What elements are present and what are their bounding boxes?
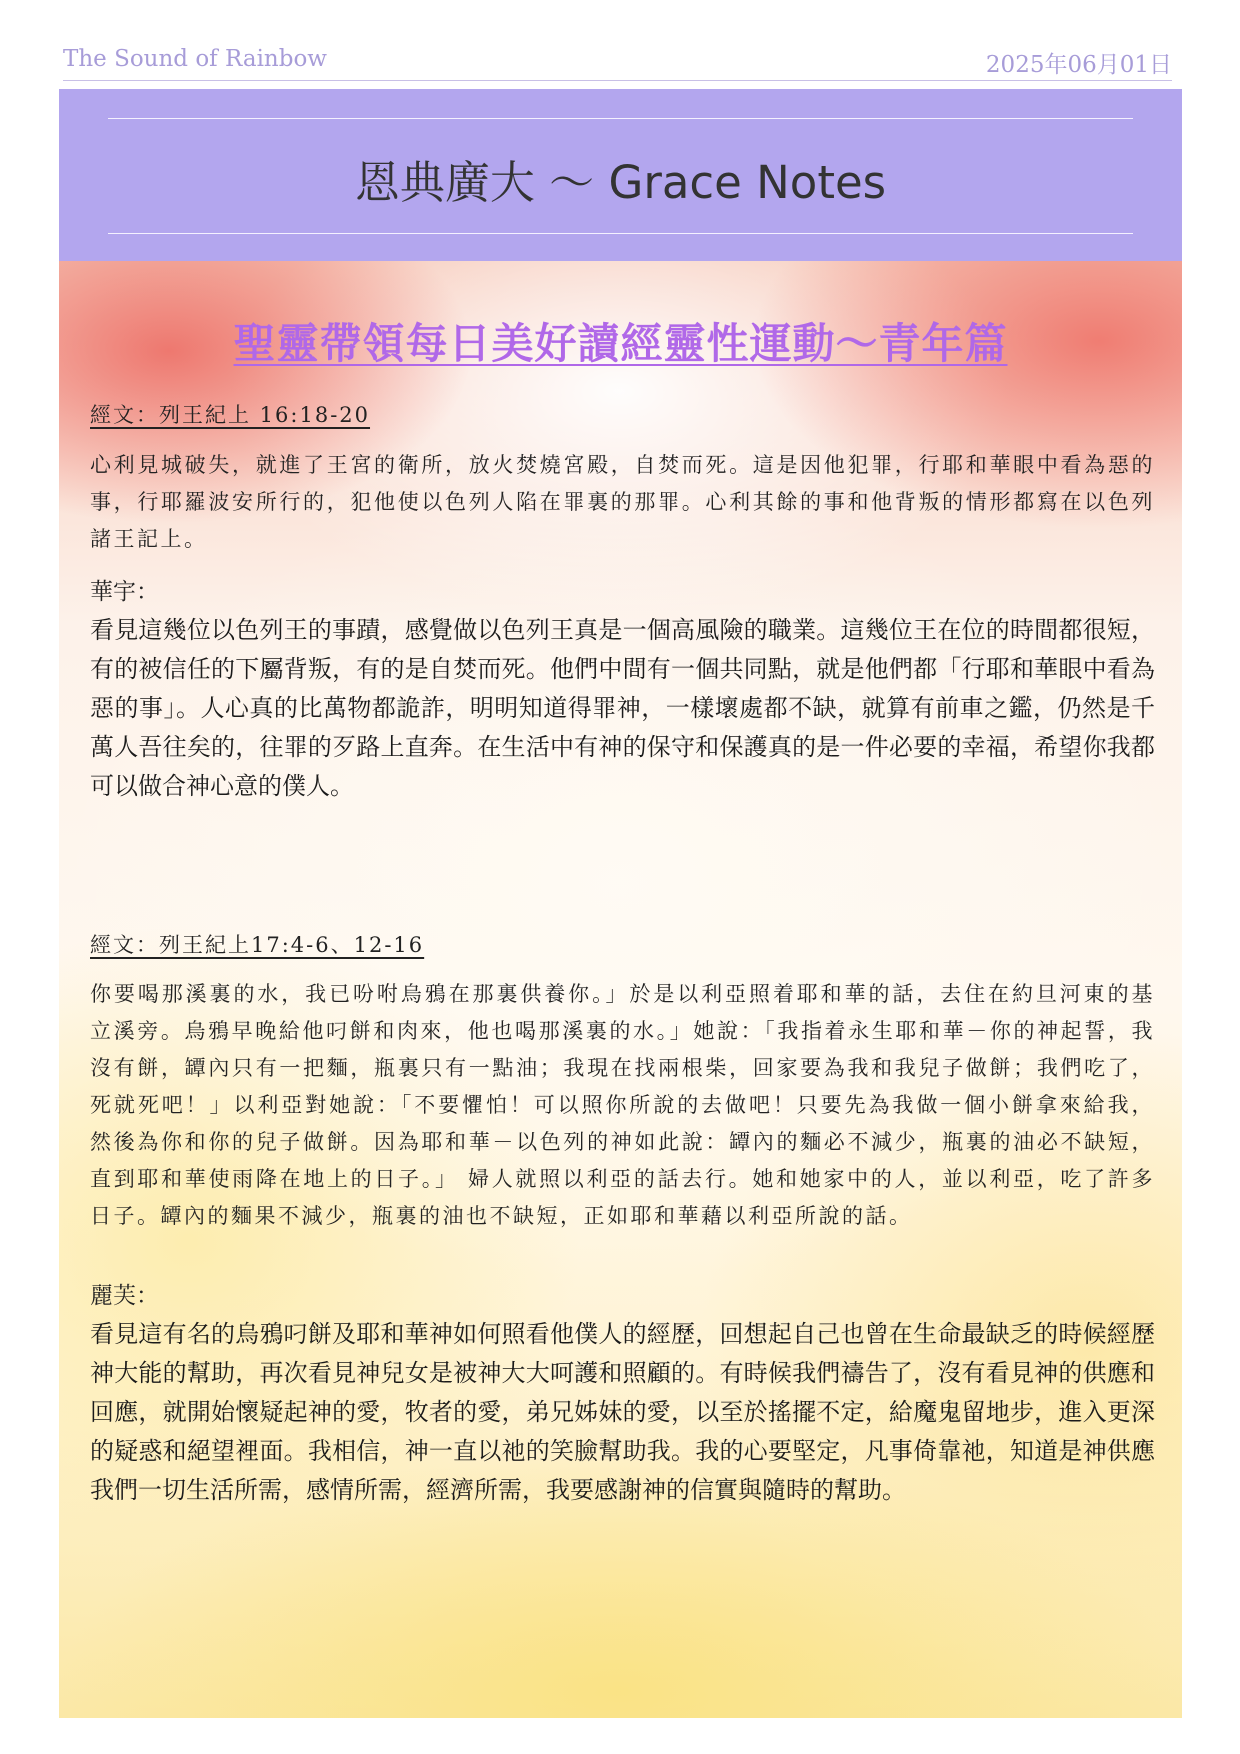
issue-date: 2025年06月01日 (985, 52, 1172, 78)
title-banner (59, 89, 1182, 261)
scripture-reference-1: 經文：列王紀上 16:18-20 (90, 403, 371, 427)
reflection-text-2: 看見這有名的烏鴉叼餅及耶和華神如何照看他僕人的經歷，回想起自己也曾在生命最缺乏的時候經歷神大能的幫助，再次看見神兒女是被神大大呵護和照顧的。有時候我們禱告了，沒有看見神的供應和回應，就開始懷疑起神的愛，牧者的愛，弟兄姊妹的愛，以至於搖擺不定，給魔鬼留地步，進入更深的疑惑和絕望裡面。我相信，神一直以祂的笑臉幫助我。我的心要堅定，凡事倚靠祂，知道是神供應我們一切生活所需，感情所需，經濟所需，我要感謝神的信實與隨時的幫助。 (90, 1320, 1155, 1504)
banner-top-rule (108, 118, 1133, 119)
page-header (63, 40, 1172, 81)
article-body (59, 261, 1182, 1718)
scripture-text-1: 心利見城破失，就進了王宮的衛所，放火焚燒宮殿，自焚而死。這是因他犯罪，行耶和華眼中看為惡的事，行耶羅波安所行的，犯他使以色列人陷在罪裏的那罪。心利其餘的事和他背叛的情形都寫在以色列諸王記上。 (90, 453, 1155, 551)
responder-name-1: 華宇： (90, 579, 159, 605)
banner-title: 恩典廣大 ～ Grace Notes (354, 156, 887, 209)
scripture-text-2: 你要喝那溪裏的水，我已吩咐烏鴉在那裏供養你。」於是以利亞照着耶和華的話，去住在約旦河東的基立溪旁。烏鴉早晚給他叼餅和肉來，他也喝那溪裏的水。」她說：「我指着永生耶和華－你的神起誓，我沒有餅，罈內只有一把麵，瓶裏只有一點油；我現在找兩根柴，回家要為我和我兒子做餅；我們吃了，死就死吧！」以利亞對她說：「不要懼怕！可以照你所說的去做吧！只要先為我做一個小餅拿來給我，然後為你和你的兒子做餅。因為耶和華－以色列的神如此說：罈內的麵必不減少，瓶裏的油必不缺短，直到耶和華使雨降在地上的日子。」 婦人就照以利亞的話去行。她和她家中的人，並以利亞，吃了許多日子。罈內的麵果不減少，瓶裏的油也不缺短，正如耶和華藉以利亞所說的話。 (90, 982, 1155, 1228)
article-title: 聖靈帶領每日美好讀經靈性運動～青年篇 (233, 319, 1008, 368)
banner-bottom-rule (108, 233, 1133, 234)
responder-name-2: 麗芙： (90, 1283, 159, 1309)
site-name: The Sound of Rainbow (63, 46, 327, 72)
reflection-text-1: 看見這幾位以色列王的事蹟，感覺做以色列王真是一個高風險的職業。這幾位王在位的時間都很短，有的被信任的下屬背叛，有的是自焚而死。他們中間有一個共同點，就是他們都「行耶和華眼中看為惡的事」。人心真的比萬物都詭詐，明明知道得罪神，一樣壞處都不缺，就算有前車之鑑，仍然是千萬人吾往矣的，往罪的歹路上直奔。在生活中有神的保守和保護真的是一件必要的幸福，希望你我都可以做合神心意的僕人。 (90, 616, 1155, 800)
scripture-reference-2: 經文：列王紀上17:4-6、12-16 (90, 933, 425, 957)
